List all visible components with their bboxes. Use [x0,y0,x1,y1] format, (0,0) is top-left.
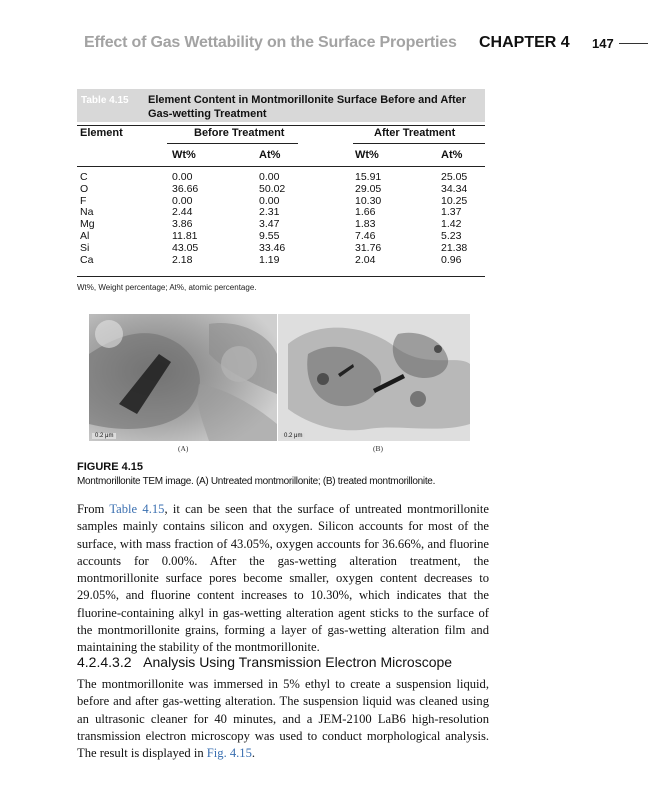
cell-after-at: 5.23 [441,229,462,242]
table-caption-box [77,89,485,122]
cell-element: F [80,194,87,207]
cell-after-at: 21.38 [441,241,468,254]
table-bottom-rule [77,276,485,277]
table-caption: Element Content in Montmorillonite Surface Before and After Gas-wetting Treatment [148,94,467,120]
sub-header-after-wt: Wt% [355,149,379,161]
cell-element: Na [80,206,94,219]
after-group-rule [353,143,485,144]
subfigure-label-a: (A) [178,444,189,453]
table-row [77,255,485,267]
cell-after-at: 25.05 [441,171,468,183]
tem-image-b [278,314,470,441]
cell-before-at: 1.19 [259,253,280,266]
table-tag: Table 4.15 [81,95,129,106]
cell-before-wt: 3.86 [172,218,193,231]
cell-after-at: 1.37 [441,206,462,219]
cell-before-at: 33.46 [259,241,286,254]
cell-after-wt: 1.66 [355,206,376,219]
cell-after-wt: 31.76 [355,241,382,254]
paragraph-2-end: . [251,746,256,761]
tem-image-a [89,314,277,441]
body-paragraph-2 [77,676,489,762]
cell-after-wt: 29.05 [355,182,382,195]
cell-before-at: 3.47 [259,218,280,231]
cell-after-at: 34.34 [441,182,468,195]
section-heading [77,654,452,670]
cell-before-wt: 2.18 [172,253,193,266]
table-top-rule [77,125,485,126]
cell-after-wt: 2.04 [355,253,376,266]
cell-before-wt: 0.00 [172,171,193,183]
cell-element: C [80,171,88,183]
scale-bar-a: 0.2 μm [92,433,116,439]
table-row [77,219,485,231]
table-sub-headers [77,149,485,163]
figure-caption: Montmorillonite TEM image. (A) Untreated montmorillonite; (B) treated montmorillonite. [77,476,436,487]
table-reference-link[interactable]: Table 4.15 [109,502,165,516]
running-title: Effect of Gas Wettability on the Surface Properties [84,34,457,51]
cell-before-at: 2.31 [259,206,280,219]
col-group-before: Before Treatment [194,127,285,139]
table-footnote: Wt%, Weight percentage; At%, atomic percentage. [77,283,257,292]
cell-after-at: 1.42 [441,218,462,231]
subfigure-label-b: (B) [373,444,383,453]
scale-bar-b: 0.2 μm [281,433,305,439]
cell-after-wt: 10.30 [355,194,382,207]
cell-before-wt: 43.05 [172,241,199,254]
cell-before-wt: 2.44 [172,206,193,219]
col-element: Element [80,127,123,139]
cell-before-at: 50.02 [259,182,286,195]
figure-reference-link[interactable]: Fig. 4.15 [206,746,252,761]
table-column-headers [77,127,485,141]
cell-after-wt: 1.83 [355,218,376,231]
sub-header-before-at: At% [259,149,281,161]
cell-after-wt: 15.91 [355,171,382,183]
cell-before-wt: 36.66 [172,182,199,195]
body-paragraph-1 [77,501,489,657]
running-header [0,32,648,56]
cell-element: O [80,182,89,195]
table-row [77,243,485,255]
header-rule [619,43,648,44]
paragraph-1-body: , it can be seen that the surface of untreated montmorillonite samples mainly contains silicon and oxygen. Silicon accounts for most of the surface, with mass fraction of 43.05%, oxygen accounts for 36.66%, and fluorine accounts for 0.00%. After the gas-wetting alteration treatment, the montmorillonite surface pores become smaller, oxygen content decreases to 29.05%, and fluorine content increases to 10.30%, which indicates that the fluorine-containing alkyl in gas-wetting alteration agent sticks to the surface of the montmorillonite grains, forming a layer of gas-wetting alteration film and maintaining the stability of the montmorillonite. [77,502,489,655]
cell-after-wt: 7.46 [355,229,376,242]
table-body [77,172,485,266]
cell-before-at: 9.55 [259,229,280,242]
paragraph-2-body: The montmorillonite was immersed in 5% ethyl to create a suspension liquid, before and after gas-wetting alteration. The suspension liquid was cleaned using an ultrasonic cleaner for 40 minutes, and a JEM-2100 LaB6 high-resolution transmission electron microscopy was used to conduct morphological analysis. The result is displayed in [77,677,489,761]
table-row [77,196,485,208]
chapter-label: CHAPTER 4 [479,34,570,51]
table-row [77,231,485,243]
section-number: 4.2.4.3.2 [77,654,132,670]
cell-element: Ca [80,253,94,266]
cell-before-at: 0.00 [259,171,280,183]
cell-element: Al [80,229,90,242]
page-number: 147 [592,36,614,51]
cell-element: Si [80,241,90,254]
cell-before-wt: 0.00 [172,194,193,207]
figure-title: FIGURE 4.15 [77,461,144,473]
cell-after-at: 10.25 [441,194,468,207]
cell-after-at: 0.96 [441,253,462,266]
paragraph-1-lead: From [77,502,110,516]
table-header-rule [77,166,485,167]
sub-header-after-at: At% [441,149,463,161]
col-group-after: After Treatment [374,127,456,139]
table-row [77,207,485,219]
sub-header-before-wt: Wt% [172,149,196,161]
cell-before-wt: 11.81 [172,229,198,242]
cell-before-at: 0.00 [259,194,280,207]
cell-element: Mg [80,218,95,231]
section-title: Analysis Using Transmission Electron Microscope [143,654,453,670]
table-row [77,184,485,196]
before-group-rule [167,143,298,144]
